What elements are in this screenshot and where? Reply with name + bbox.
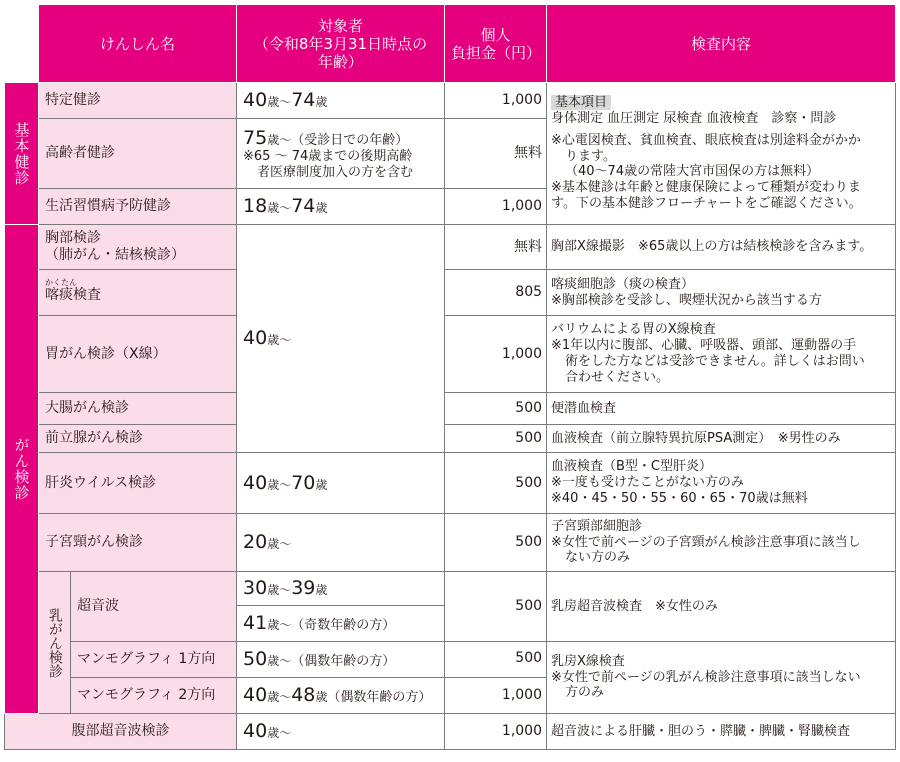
row-name-text: 喀痰検査 <box>45 287 101 304</box>
basic-note: （40～74歳の常陸大宮市国保の方は無料） <box>565 164 820 180</box>
row-age <box>237 678 445 714</box>
content-line: ※1年以内に腹部、心臓、呼吸器、頭部、運動器の手 <box>551 338 857 354</box>
age-value: 75 <box>243 126 268 149</box>
row-name: 高齢者健診 <box>39 119 237 189</box>
basic-note: ※心電図検査、貧血検査、眼底検査は別途料金がかか <box>551 132 861 148</box>
row-fee: 805 <box>445 270 547 316</box>
age-note: （偶数年齢の方） <box>291 654 396 670</box>
row-fee: 1,000 <box>445 714 547 750</box>
header-fee <box>445 5 547 83</box>
basic-note: す。下の基本健診フローチャートをご確認ください。 <box>551 196 862 212</box>
row-fee: 無料 <box>445 225 547 270</box>
age-value: 40 <box>243 89 268 112</box>
content-line: 血液検査（B型・C型肝炎） <box>551 459 713 475</box>
row-name-line: （肺がん・結核検診） <box>45 247 185 263</box>
row-content: 便潜血検査 <box>547 393 896 425</box>
age-value: 74 <box>291 89 316 112</box>
table-row <box>5 572 896 606</box>
age-value: 50 <box>243 648 268 671</box>
row-name: 特定健診 <box>39 83 237 119</box>
age-unit: 歳 <box>315 690 328 705</box>
row-fee: 500 <box>445 453 547 514</box>
header-target-line2: （令和8年3月31日時点の <box>253 34 428 53</box>
row-fee: 500 <box>445 514 547 572</box>
content-line: ※40・45・50・55・60・65・70歳は無料 <box>551 490 808 506</box>
row-fee: 1,000 <box>445 83 547 119</box>
age-unit: 歳～ <box>267 726 292 741</box>
header-blank <box>5 5 39 83</box>
ruby-text: かくたん <box>45 278 77 288</box>
age-unit: 歳～ <box>267 477 292 492</box>
row-fee: 500 <box>445 425 547 453</box>
header-target <box>237 5 445 83</box>
row-age <box>237 83 445 119</box>
content-line: 方のみ <box>565 685 605 701</box>
table-row <box>5 316 896 393</box>
row-name-line: 胸部検診 <box>45 230 101 247</box>
row-fee: 1,000 <box>445 189 547 225</box>
row-fee: 1,000 <box>445 678 547 714</box>
age-unit: 歳 <box>315 201 328 216</box>
row-name: 腹部超音波検診 <box>5 714 237 750</box>
age-unit: 歳～ <box>267 95 292 110</box>
row-content <box>547 270 896 316</box>
table-row <box>5 425 896 453</box>
row-content: 胸部X線撮影 ※65歳以上の方は結核検診を含みます。 <box>547 225 896 270</box>
row-name: 子宮頸がん検診 <box>39 514 237 572</box>
row-name: 大腸がん検診 <box>39 393 237 425</box>
row-name: 生活習慣病予防健診 <box>39 189 237 225</box>
basic-note: ※基本健診は年齢と健康保険によって種類が変わりま <box>551 180 861 196</box>
table-row <box>5 225 896 270</box>
row-fee: 無料 <box>445 119 547 189</box>
row-age-shared <box>237 225 445 453</box>
table-row <box>5 642 896 678</box>
age-unit: 歳～ <box>267 201 292 216</box>
row-age <box>237 453 445 514</box>
content-line: 喀痰細胞診（痰の検査） <box>551 276 695 292</box>
table-row <box>5 83 896 119</box>
age-unit: 歳～ <box>267 690 292 705</box>
row-age <box>237 119 445 189</box>
row-name: 前立腺がん検診 <box>39 425 237 453</box>
age-unit: 歳 <box>315 583 328 598</box>
row-fee: 500 <box>445 642 547 678</box>
basic-items: 身体測定 血圧測定 尿検査 血液検査 診察・問診 <box>551 110 837 126</box>
row-content <box>547 642 896 714</box>
row-content: 乳房超音波検査 ※女性のみ <box>547 572 896 642</box>
header-content: 検査内容 <box>547 5 896 83</box>
header-name: けんしん名 <box>39 5 237 83</box>
row-fee: 500 <box>445 393 547 425</box>
content-line: 子宮頸部細胞診 <box>551 518 643 534</box>
content-line: ない方のみ <box>565 550 631 566</box>
table-row <box>5 514 896 572</box>
header-fee-line1: 個人 <box>480 25 511 44</box>
age-note: （奇数年齢の方） <box>291 618 396 634</box>
row-age <box>237 642 445 678</box>
age-value: 18 <box>243 195 268 218</box>
row-age <box>237 572 445 606</box>
header-fee-line2: 負担金（円） <box>451 43 542 62</box>
table-row <box>5 270 896 316</box>
checkup-table <box>4 4 896 750</box>
basic-content <box>547 83 896 225</box>
age-note: ※65 ～ 74歳までの後期高齢 <box>243 149 413 165</box>
age-value: 40 <box>243 471 268 494</box>
row-fee: 1,000 <box>445 316 547 393</box>
age-unit: 歳 <box>315 95 328 110</box>
age-unit: 歳～ <box>267 537 292 552</box>
table-row <box>5 714 896 750</box>
age-note: 者医療制度加入の方を含む <box>257 164 414 180</box>
row-content: 血液検査（前立腺特異抗原PSA測定） ※男性のみ <box>547 425 896 453</box>
category-basic: 基本健診 <box>5 83 39 225</box>
row-fee: 500 <box>445 572 547 642</box>
row-name <box>39 270 237 316</box>
table-row <box>5 453 896 514</box>
age-value: 39 <box>291 577 316 600</box>
content-line: 術をした方などは受診できません。詳しくはお問い <box>565 354 865 369</box>
row-age <box>237 606 445 642</box>
age-note: （偶数年齢の方） <box>327 690 432 706</box>
age-unit: 歳～ <box>267 132 292 147</box>
row-content: 超音波による肝臓・胆のう・膵臓・脾臓・腎臓検査 <box>547 714 896 750</box>
age-note: （受診日での年齢） <box>291 132 409 148</box>
age-value: 20 <box>243 531 268 554</box>
age-unit: 歳～ <box>267 654 292 669</box>
content-line: ※胸部検診を受診し、喫煙状況から該当する方 <box>551 292 822 308</box>
age-value: 40 <box>243 684 268 707</box>
age-unit: 歳～ <box>267 583 292 598</box>
header-target-line1: 対象者 <box>318 16 364 35</box>
age-value: 74 <box>291 195 316 218</box>
row-name: 胃がん検診（X線） <box>39 316 237 393</box>
content-line: ※一度も受けたことがない方のみ <box>551 475 744 491</box>
row-name: 肝炎ウイルス検診 <box>39 453 237 514</box>
category-breast: 乳がん検診 <box>39 572 71 714</box>
row-content <box>547 316 896 393</box>
content-line: バリウムによる胃のX線検査 <box>551 322 716 338</box>
row-name: 超音波 <box>71 572 237 642</box>
row-age <box>237 514 445 572</box>
row-name <box>39 225 237 270</box>
age-unit: 歳 <box>315 477 328 492</box>
content-line: 合わせください。 <box>565 369 670 385</box>
table-row <box>5 393 896 425</box>
basic-note: ります。 <box>565 148 616 164</box>
age-value: 40 <box>243 720 268 743</box>
header-target-line3: 年齢） <box>318 52 364 71</box>
row-age <box>237 714 445 750</box>
age-value: 40 <box>243 327 268 350</box>
table-header-row <box>5 5 896 83</box>
row-name: マンモグラフィ 1方向 <box>71 642 237 678</box>
basic-items-tag: 基本項目 <box>551 95 611 110</box>
row-name: マンモグラフィ 2方向 <box>71 678 237 714</box>
age-value: 48 <box>291 684 316 707</box>
age-value: 41 <box>243 612 268 635</box>
content-line: 乳房X線検査 <box>551 653 625 669</box>
content-line: ※女性で前ページの子宮頸がん検診注意事項に該当し <box>551 534 861 550</box>
row-age <box>237 189 445 225</box>
row-content <box>547 514 896 572</box>
age-value: 70 <box>291 471 316 494</box>
age-unit: 歳～ <box>267 618 292 633</box>
row-content <box>547 453 896 514</box>
age-value: 30 <box>243 577 268 600</box>
age-unit: 歳～ <box>267 333 292 348</box>
content-line: ※女性で前ページの乳がん検診注意事項に該当しない <box>551 669 861 685</box>
category-cancer: がん検診 <box>5 225 39 714</box>
